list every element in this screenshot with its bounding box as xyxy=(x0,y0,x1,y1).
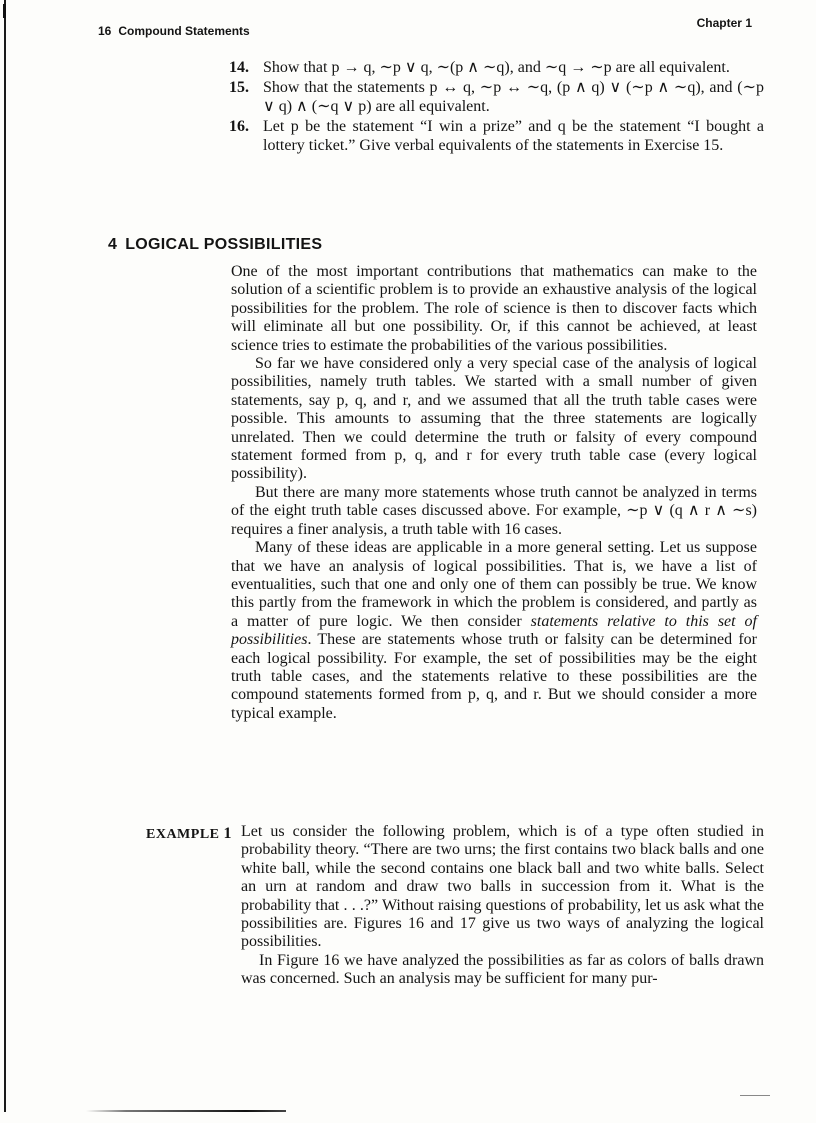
paragraph-text: Many of these ideas are applicable in a more general setting. Let us suppose that we have an analysis of logical possibilities. That is, we have a list of eventualities, such that one and only one of them can possibly be true. We know this partly from the framework in which the problem is considered, and partly as a matter of pure logic. We then consider xyxy=(231,539,757,630)
example-label-text: EXAMPLE xyxy=(146,827,220,842)
body-paragraph: But there are many more statements whose truth cannot be analyzed in terms of the eight truth table cases discussed above. For example, ∼p ∨ (q ∧ r ∧ ∼s) requires a finer analysis, a truth table with 16 cases. xyxy=(231,483,757,538)
scan-left-edge-bar xyxy=(4,0,6,1112)
example-paragraph: In Figure 16 we have analyzed the possibilities as far as colors of balls drawn was concerned. Such an analysis may be sufficient for many pur- xyxy=(241,951,764,988)
running-head xyxy=(98,24,250,38)
page-number: 16 xyxy=(98,24,112,38)
section-title: LOGICAL POSSIBILITIES xyxy=(125,236,323,253)
section-heading xyxy=(108,236,322,254)
exercise-item xyxy=(229,58,764,77)
exercise-text: Show that p → q, ∼p ∨ q, ∼(p ∧ ∼q), and ∼q → ∼p are all equivalent. xyxy=(263,59,730,76)
exercise-text: Let p be the statement “I win a prize” and q be the statement “I bought a lottery ticket.” Give verbal equivalents of the statements in Exercise 15. xyxy=(263,118,764,154)
paragraph-text: . These are statements whose truth or falsity can be determined for each logical possibility. For example, the set of possibilities may be the eight truth table cases, and the statements relative to these possibilities are the compound statements formed from p, q, and r. But we should consider a more typical example. xyxy=(231,631,757,722)
body-paragraph: So far we have considered only a very special case of the analysis of logical possibilities, namely truth tables. We started with a small number of given statements, say p, q, and r, and we assumed that all the truth table cases were possible. This amounts to assuming that the three statements are logically unrelated. Then we could determine the truth or falsity of every compound statement formed from p, q, and r for every truth table case (every logical possibility). xyxy=(231,355,757,483)
example-number: 1 xyxy=(223,825,232,842)
section-body xyxy=(231,263,757,723)
exercise-number: 15. xyxy=(229,79,249,96)
exercise-number: 16. xyxy=(229,118,249,135)
section-number: 4 xyxy=(108,236,118,253)
chapter-label: Chapter 1 xyxy=(696,16,752,30)
exercise-item xyxy=(229,78,764,116)
scan-bottom-rule xyxy=(86,1110,286,1112)
emphasized-term: statements relative to this set of possibilities xyxy=(231,612,757,649)
exercise-list xyxy=(229,58,764,156)
scan-edge-tick xyxy=(3,4,6,18)
exercise-number: 14. xyxy=(229,59,249,76)
exercise-text: Show that the statements p ↔ q, ∼p ↔ ∼q, (p ∧ q) ∨ (∼p ∧ ∼q), and (∼p ∨ q) ∧ (∼q ∨ p) are all equivalent. xyxy=(263,79,765,115)
body-paragraph xyxy=(231,539,757,723)
example-paragraph: Let us consider the following problem, which is of a type often studied in probability theory. “There are two urns; the first contains two black balls and one white ball, while the second contains one black ball and two white balls. Select an urn at random and draw two balls in succession from it. What is the probability that . . .?” Without raising questions of probability, let us ask what the possibilities are. Figures 16 and 17 give us two ways of analyzing the logical possibilities. xyxy=(241,823,764,951)
example-body xyxy=(241,823,764,989)
exercise-item xyxy=(229,117,764,155)
example-label xyxy=(146,825,232,843)
running-section-title: Compound Statements xyxy=(118,24,250,38)
scan-bottom-mark xyxy=(740,1095,770,1096)
body-paragraph: One of the most important contributions that mathematics can make to the solution of a scientific problem is to provide an exhaustive analysis of the logical possibilities for the problem. The role of science is then to discover facts which will eliminate all but one possibility. Or, if this cannot be achieved, at least science tries to estimate the probabilities of the various possibilities. xyxy=(231,263,757,354)
